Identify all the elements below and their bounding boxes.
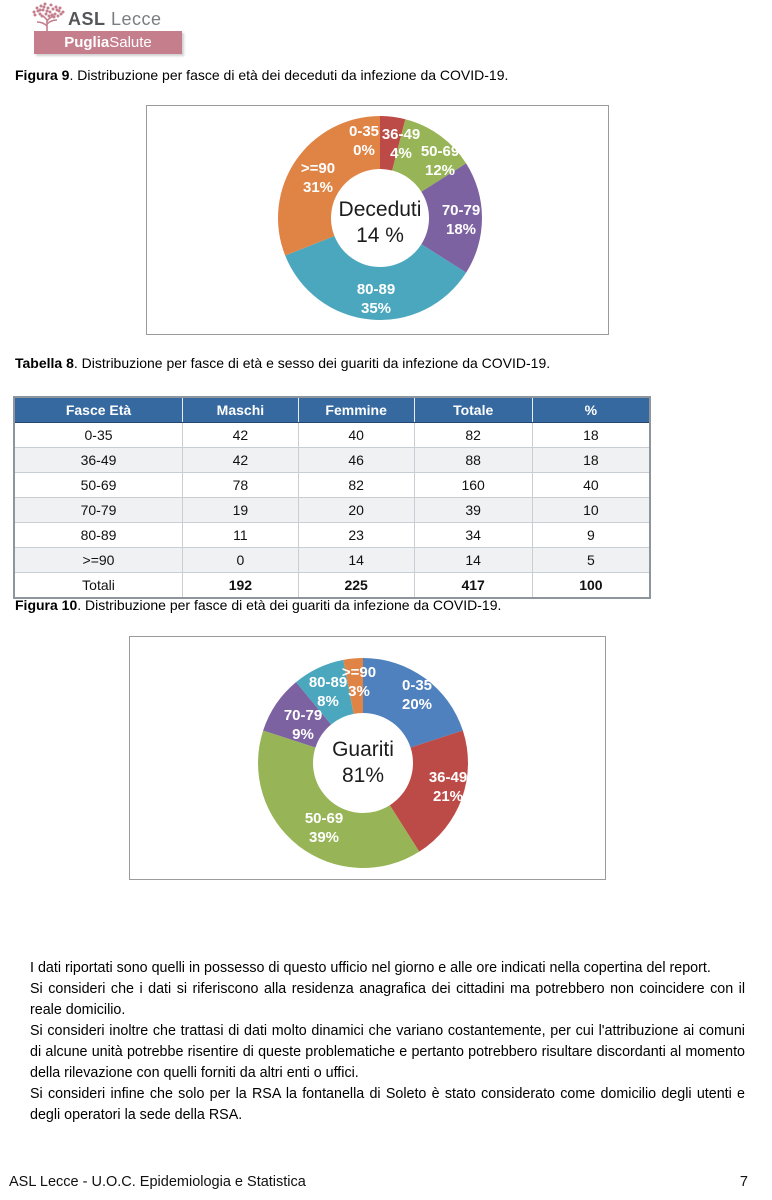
table-cell: 0 bbox=[183, 548, 299, 573]
slice-label-0-35: 0-35 0% bbox=[348, 123, 380, 159]
table-cell: 34 bbox=[414, 523, 532, 548]
table-cell: 18 bbox=[532, 448, 650, 473]
figure10-donut-chart bbox=[129, 636, 606, 880]
table-header-row bbox=[14, 397, 650, 423]
table-cell: Totali bbox=[14, 573, 183, 599]
table-cell: 5 bbox=[532, 548, 650, 573]
table-cell: 160 bbox=[414, 473, 532, 498]
table-header-cell: Totale bbox=[414, 397, 532, 423]
page-number: 7 bbox=[739, 1174, 748, 1190]
guariti-donut-svg bbox=[130, 637, 602, 876]
table-cell: 9 bbox=[532, 523, 650, 548]
table-cell: 42 bbox=[183, 448, 299, 473]
table-row bbox=[14, 523, 650, 548]
table-cell: 78 bbox=[183, 473, 299, 498]
brand-name bbox=[68, 9, 162, 30]
table-row bbox=[14, 448, 650, 473]
table-cell: 42 bbox=[183, 423, 299, 448]
table-cell: 82 bbox=[414, 423, 532, 448]
table-cell: 19 bbox=[183, 498, 299, 523]
table-cell: 39 bbox=[414, 498, 532, 523]
table-row bbox=[14, 498, 650, 523]
footer-department: ASL Lecce - U.O.C. Epidemiologia e Statistica bbox=[9, 1174, 306, 1190]
table-header-cell: Maschi bbox=[183, 397, 299, 423]
slice-label->=90: >=90 3% bbox=[341, 664, 377, 700]
table-cell: 23 bbox=[298, 523, 414, 548]
note-paragraph: Si consideri inoltre che trattasi di dati molto dinamici che variano costantemente, per cui l'attribuzione ai comuni di alcune unità potrebbe risentire di queste problematiche e pertanto potrebbero risultare discordanti al momento della rilevazione con quelli forniti da altri enti o uffici. bbox=[30, 1023, 745, 1081]
slice-label-50-69: 50-69 12% bbox=[420, 143, 460, 179]
table-cell: 20 bbox=[298, 498, 414, 523]
table-cell: 18 bbox=[532, 423, 650, 448]
notes-block bbox=[30, 958, 745, 1126]
tabella8-caption: Tabella 8. Distribuzione per fasce di età e sesso dei guariti da infezione da COVID-19. bbox=[15, 355, 551, 371]
donut-center-label: Deceduti 14 % bbox=[338, 198, 422, 247]
table-header-cell: Femmine bbox=[298, 397, 414, 423]
table-cell: 417 bbox=[414, 573, 532, 599]
note-paragraph: Si consideri che i dati si riferiscono alla residenza anagrafica dei cittadini ma potrebbero non coincidere con il reale domicilio. bbox=[30, 981, 745, 1018]
slice-label-36-49: 36-49 21% bbox=[428, 769, 468, 805]
figure9-caption: Figura 9. Distribuzione per fasce di età dei deceduti da infezione da COVID-19. bbox=[15, 67, 509, 83]
donut-center-label: Guariti 81% bbox=[332, 738, 394, 787]
slice-label-50-69: 50-69 39% bbox=[304, 810, 344, 846]
table-total-row bbox=[14, 573, 650, 599]
slice-label-70-79: 70-79 9% bbox=[283, 707, 323, 743]
table-cell: 36-49 bbox=[14, 448, 183, 473]
table-cell: 82 bbox=[298, 473, 414, 498]
table-cell: 10 bbox=[532, 498, 650, 523]
table-header-cell: % bbox=[532, 397, 650, 423]
puglia-salute-banner: PugliaSalute bbox=[34, 31, 182, 54]
slice-label-70-79: 70-79 18% bbox=[441, 202, 481, 238]
brand-asl: ASL bbox=[68, 9, 106, 29]
note-paragraph: I dati riportati sono quelli in possesso di questo ufficio nel giorno e alle ore indicati nella copertina del report. bbox=[30, 960, 711, 976]
table-cell: 0-35 bbox=[14, 423, 183, 448]
table-cell: 14 bbox=[298, 548, 414, 573]
slice-label-36-49: 36-49 4% bbox=[381, 126, 421, 162]
tabella8-table bbox=[13, 396, 651, 599]
table-cell: 225 bbox=[298, 573, 414, 599]
figure10-caption: Figura 10. Distribuzione per fasce di età dei guariti da infezione da COVID-19. bbox=[15, 597, 502, 613]
olive-tree-icon bbox=[28, 2, 68, 32]
table-cell: 40 bbox=[532, 473, 650, 498]
table-cell: 46 bbox=[298, 448, 414, 473]
slice-label-80-89: 80-89 35% bbox=[356, 281, 396, 317]
slice-label-0-35: 0-35 20% bbox=[401, 677, 433, 713]
note-paragraph: Si consideri infine che solo per la RSA la fontanella di Soleto è stato considerato come domicilio degli utenti e degli operatori la sede della RSA. bbox=[30, 1086, 745, 1123]
slice-label->=90: >=90 31% bbox=[300, 160, 336, 196]
table-header-cell: Fasce Età bbox=[14, 397, 183, 423]
table-cell: 14 bbox=[414, 548, 532, 573]
asl-lecce-logo bbox=[28, 2, 228, 56]
figure9-donut-chart bbox=[146, 105, 609, 335]
deceduti-donut-svg bbox=[147, 106, 605, 331]
table-row bbox=[14, 423, 650, 448]
table-row bbox=[14, 473, 650, 498]
table-cell: 100 bbox=[532, 573, 650, 599]
table-cell: 80-89 bbox=[14, 523, 183, 548]
table-cell: 40 bbox=[298, 423, 414, 448]
table-cell: 88 bbox=[414, 448, 532, 473]
slice-label-80-89: 80-89 8% bbox=[308, 674, 348, 710]
brand-lecce: Lecce bbox=[111, 9, 162, 29]
table-cell: 192 bbox=[183, 573, 299, 599]
table-cell: >=90 bbox=[14, 548, 183, 573]
table-cell: 70-79 bbox=[14, 498, 183, 523]
table-row bbox=[14, 548, 650, 573]
table-cell: 50-69 bbox=[14, 473, 183, 498]
table-cell: 11 bbox=[183, 523, 299, 548]
